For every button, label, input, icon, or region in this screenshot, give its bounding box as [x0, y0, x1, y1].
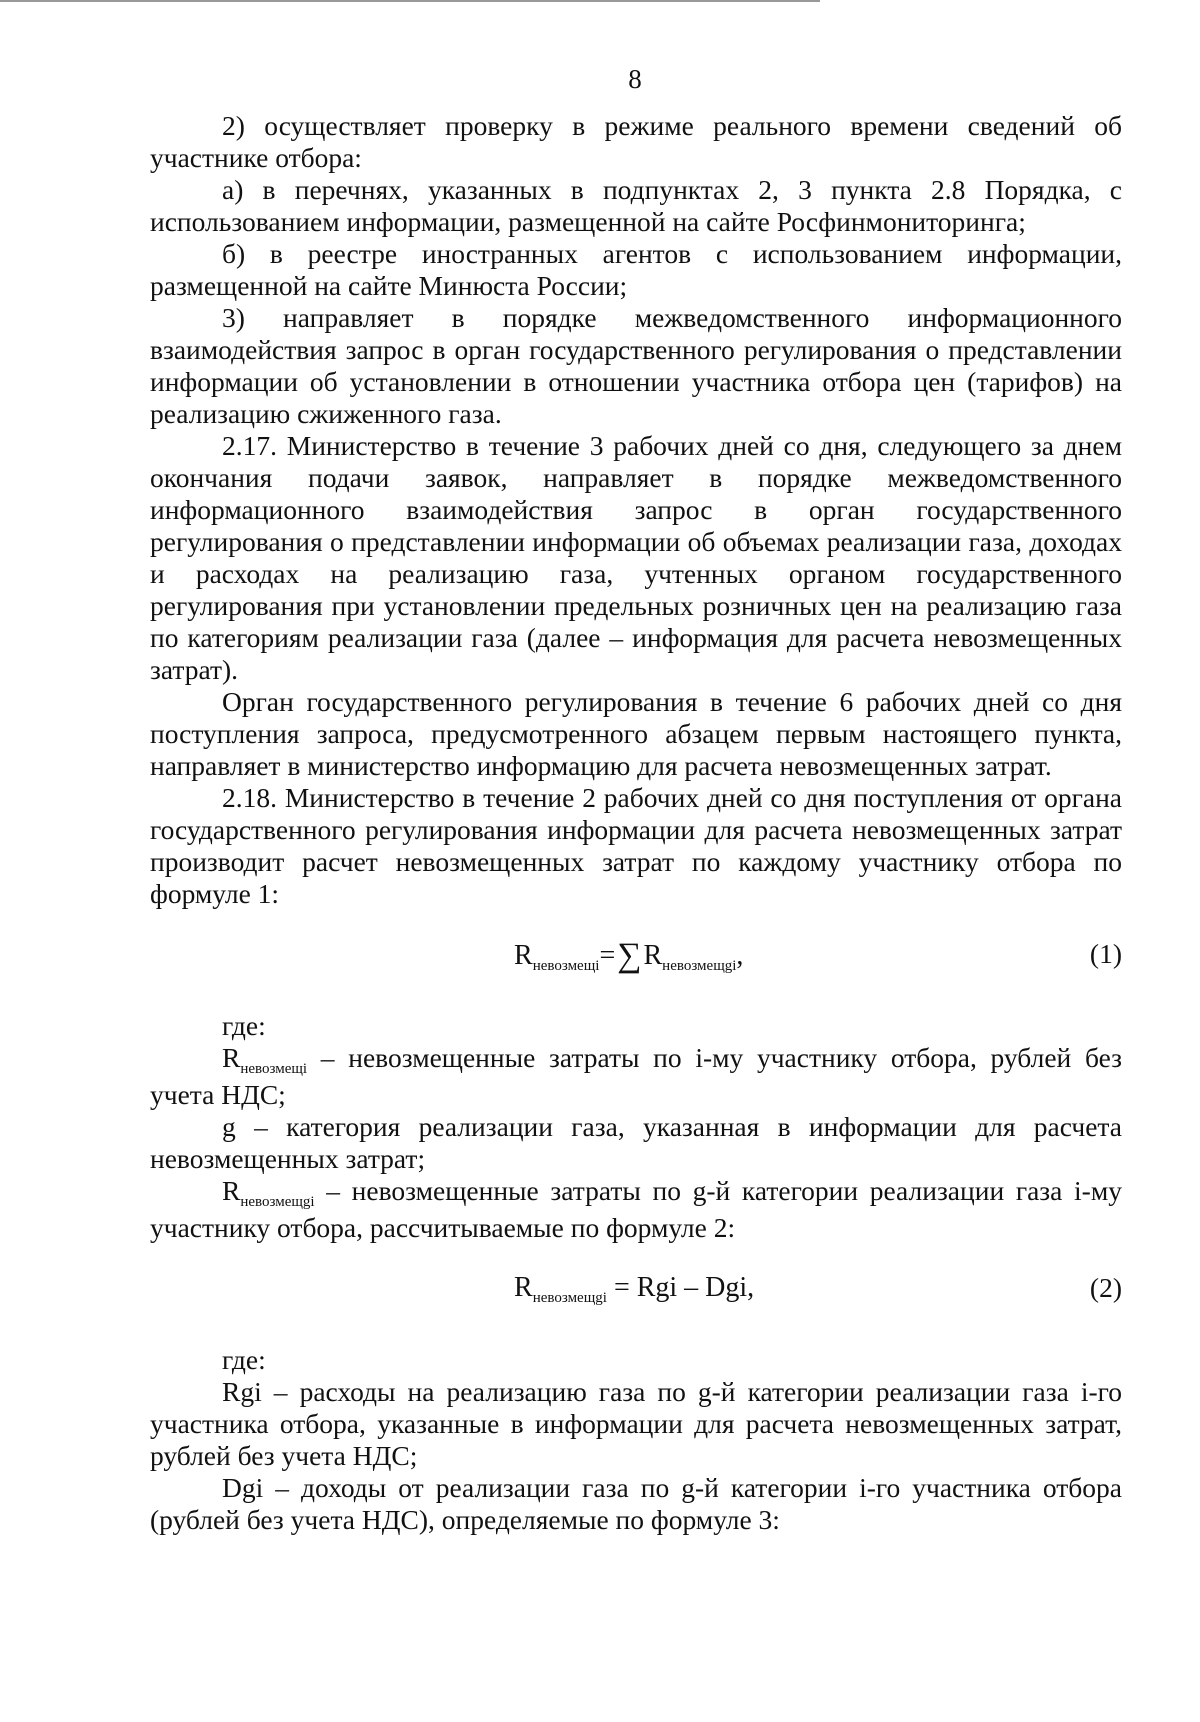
- definition-rgi: Rgi – расходы на реализацию газа по g-й категории реализации газа i-го участника отбора, указанные в информации для расчета невозмещенных затрат, рублей без учета НДС;: [150, 1376, 1122, 1471]
- formula-2: [514, 1272, 754, 1308]
- scan-top-edge: [0, 0, 820, 2]
- definition-text: – категория реализации газа, указанная в информации для расчета невозмещенных затрат;: [150, 1111, 1122, 1174]
- formula-1: [514, 938, 743, 976]
- definition-sub: невозмещi: [240, 1061, 308, 1077]
- formula-1-lhs-var: R: [514, 940, 533, 971]
- page-number: 8: [628, 64, 642, 94]
- definition-var: R: [222, 1042, 241, 1073]
- definition-var: g: [222, 1111, 236, 1142]
- formula-1-number: (1): [1089, 938, 1122, 969]
- formula-1-lhs-sub: невозмещi: [532, 958, 600, 974]
- definition-sub: невозмещgi: [240, 1194, 315, 1210]
- sum-symbol: ∑: [617, 937, 642, 974]
- definition-dgi: Dgi – доходы от реализации газа по g-й категории i-го участника отбора (рублей без учета НДС), определяемые по формуле 3:: [150, 1472, 1122, 1535]
- formula-2-row: [150, 1272, 1122, 1312]
- paragraph-2b-registry: б) в реестре иностранных агентов с использованием информации, размещенной на сайте Минюста России;: [150, 238, 1122, 301]
- formula-2-lhs-var: R: [514, 1272, 533, 1303]
- definition-g: [150, 1111, 1122, 1175]
- formula-1-rhs-sub: невозмещgi: [662, 958, 737, 974]
- paragraph-3-request: 3) направляет в порядке межведомственного информационного взаимодействия запрос в орган государственного регулирования о представлении информации об установлении в отношении участника отбора цен (тарифов) на реализацию сжиженного газа.: [150, 302, 1122, 429]
- definition-text: – невозмещенные затраты по i-му участнику отбора, рублей без учета НДС;: [150, 1042, 1122, 1110]
- formula-1-rhs-var: R: [643, 940, 663, 971]
- formula-2-rhs: = Rgi – Dgi,: [606, 1272, 755, 1303]
- paragraph-2-18: 2.18. Министерство в течение 2 рабочих дней со дня поступления от органа государственного регулирования информации для расчета невозмещенных затрат производит расчет невозмещенных затрат по каждому участнику отбора по формуле 1:: [150, 782, 1122, 909]
- paragraph-2-17: 2.17. Министерство в течение 3 рабочих дней со дня, следующего за днем окончания подачи заявок, направляет в порядке межведомственного информационного взаимодействия запрос в орган государственного регулирования о представлении информации об объемах реализации газа, доходах и расходах на реализацию газа, учтенных органом государственного регулирования при установлении предельных розничных цен на реализацию газа по категориям реализации газа (далее – информация для расчета невозмещенных затрат).: [150, 430, 1122, 685]
- formula-1-comma: ,: [736, 940, 744, 971]
- definition-r-nevozmesh-gi: [150, 1175, 1122, 1244]
- where-label-2: где:: [222, 1344, 266, 1375]
- definition-text: – невозмещенные затраты по g-й категории реализации газа i-му участнику отбора, рассчитываемые по формуле 2:: [150, 1175, 1122, 1243]
- definition-var: R: [222, 1175, 241, 1206]
- paragraph-2-check: 2) осуществляет проверку в режиме реального времени сведений об участнике отбора:: [150, 110, 1122, 173]
- formula-2-number: (2): [1089, 1272, 1122, 1303]
- document-body: [150, 110, 1122, 1536]
- definition-r-nevozmesh-i: [150, 1042, 1122, 1111]
- formula-2-lhs-sub: невозмещgi: [532, 1290, 607, 1306]
- paragraph-2-17-regulator: Орган государственного регулирования в течение 6 рабочих дней со дня поступления запроса, предусмотренного абзацем первым настоящего пункта, направляет в министерство информацию для расчета невозмещенных затрат.: [150, 686, 1122, 781]
- formula-1-equals: =: [599, 940, 616, 971]
- paragraph-2a-lists: а) в перечнях, указанных в подпунктах 2, 3 пункта 2.8 Порядка, с использованием информации, размещенной на сайте Росфинмониторинга;: [150, 174, 1122, 237]
- formula-1-row: [150, 938, 1122, 978]
- where-label-1: где:: [222, 1010, 266, 1041]
